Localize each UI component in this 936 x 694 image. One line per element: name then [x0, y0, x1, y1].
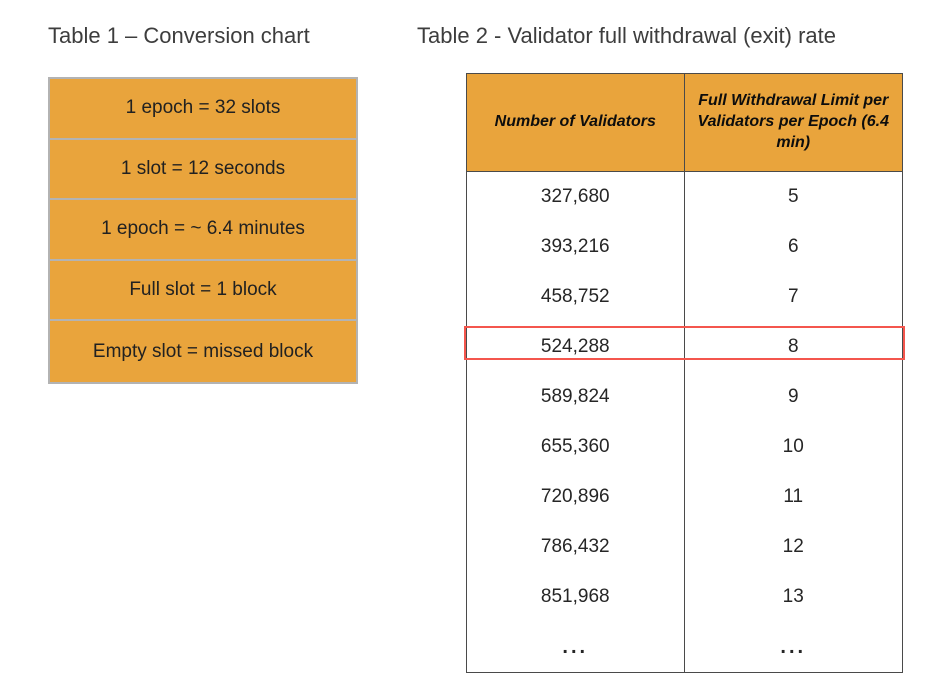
table2-header-row — [467, 74, 902, 172]
withdrawal-rate-table — [466, 73, 903, 673]
validators-cell: 393,216 — [467, 222, 685, 272]
table2-body — [467, 172, 902, 672]
conversion-chart-table — [48, 77, 358, 384]
limit-cell: 12 — [782, 536, 804, 557]
conversion-row: Empty slot = missed block — [50, 321, 356, 382]
table-row — [467, 522, 902, 572]
limit-cell: ... — [780, 635, 807, 658]
conversion-row: 1 epoch = 32 slots — [50, 79, 356, 140]
limit-cell: 5 — [787, 186, 799, 207]
table-row-highlighted — [467, 322, 902, 372]
limit-cell: 8 — [787, 336, 799, 357]
header-number-of-validators: Number of Validators — [467, 74, 685, 171]
conversion-row: Full slot = 1 block — [50, 261, 356, 322]
validators-cell: 458,752 — [467, 272, 685, 322]
limit-cell: 7 — [787, 286, 799, 307]
table2-caption: Table 2 - Validator full withdrawal (exit) rate — [417, 23, 836, 48]
table1-caption: Table 1 – Conversion chart — [48, 23, 310, 48]
validators-cell: 720,896 — [467, 472, 685, 522]
table-row — [467, 472, 902, 522]
limit-cell: 9 — [787, 386, 799, 407]
table-row — [467, 422, 902, 472]
limit-cell: 11 — [783, 486, 804, 507]
table-row — [467, 222, 902, 272]
limit-cell: 13 — [782, 586, 804, 607]
limit-cell: 10 — [782, 436, 804, 457]
validators-cell: 589,824 — [467, 372, 685, 422]
table-row — [467, 372, 902, 422]
validators-cell: 327,680 — [467, 172, 685, 222]
validators-cell: 524,288 — [467, 322, 685, 372]
validators-cell: 655,360 — [467, 422, 685, 472]
validators-cell: 851,968 — [467, 572, 685, 622]
table-row — [467, 172, 902, 222]
conversion-row: 1 slot = 12 seconds — [50, 140, 356, 201]
table-row — [467, 622, 902, 672]
limit-cell: 6 — [787, 236, 799, 257]
table-row — [467, 572, 902, 622]
header-full-withdrawal-limit: Full Withdrawal Limit per Validators per Epoch (6.4 min) — [697, 92, 889, 151]
validators-cell: ... — [467, 622, 685, 672]
conversion-row: 1 epoch = ~ 6.4 minutes — [50, 200, 356, 261]
validators-cell: 786,432 — [467, 522, 685, 572]
table-row — [467, 272, 902, 322]
